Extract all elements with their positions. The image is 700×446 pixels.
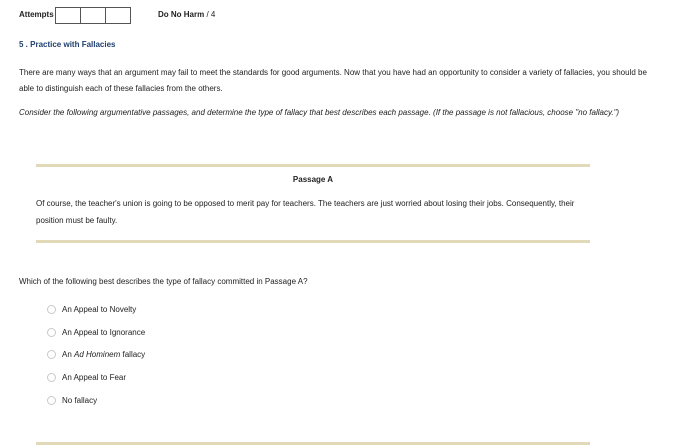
score: / 4 bbox=[204, 10, 216, 19]
divider bbox=[36, 164, 590, 167]
option-label bbox=[62, 350, 145, 359]
option-label-post: fallacy bbox=[120, 350, 146, 359]
question-title: 5 . Practice with Fallacies bbox=[19, 40, 116, 49]
radio-button[interactable] bbox=[47, 396, 56, 405]
intro-text: There are many ways that an argument may fail to meet the standards for good arguments. Now that you have had an opportunity to consider a variety of fallacies, you should be able to distinguish each of these fallacies from the others. bbox=[19, 68, 647, 93]
option-label: No fallacy bbox=[62, 396, 98, 405]
attempt-indicators bbox=[55, 7, 130, 24]
option-label: An Appeal to Novelty bbox=[62, 305, 137, 314]
attempts-label: Attempts bbox=[19, 10, 54, 19]
option-label-italic: Ad Hominem bbox=[74, 350, 121, 359]
attempt-box-1 bbox=[55, 7, 81, 24]
option-appeal-to-ignorance[interactable] bbox=[47, 328, 145, 337]
option-no-fallacy[interactable] bbox=[47, 396, 97, 405]
passage-text: Of course, the teacher's union is going to be opposed to merit pay for teachers. The teachers are just worried about losing their jobs. Consequently, their position must be faulty. bbox=[36, 199, 575, 225]
attempt-box-3 bbox=[105, 7, 131, 24]
option-label-pre: An bbox=[62, 350, 75, 359]
option-label: An Appeal to Fear bbox=[62, 373, 127, 382]
radio-button[interactable] bbox=[47, 350, 56, 359]
radio-button[interactable] bbox=[47, 328, 56, 337]
question-prompt: Which of the following best describes the type of fallacy committed in Passage A? bbox=[19, 277, 308, 286]
instructions-text: Consider the following argumentative passages, and determine the type of fallacy that best describes each passage. (If the passage is not fallacious, choose "no fallacy.") bbox=[19, 108, 620, 117]
divider bbox=[36, 442, 590, 445]
option-label: An Appeal to Ignorance bbox=[62, 328, 146, 337]
radio-button[interactable] bbox=[47, 305, 56, 314]
option-ad-hominem[interactable] bbox=[47, 350, 145, 359]
attempt-box-2 bbox=[80, 7, 106, 24]
assignment-score bbox=[158, 10, 215, 19]
option-appeal-to-novelty[interactable] bbox=[47, 305, 136, 314]
passage-title: Passage A bbox=[292, 175, 334, 184]
option-appeal-to-fear[interactable] bbox=[47, 373, 126, 382]
assignment-name: Do No Harm bbox=[158, 10, 205, 19]
divider bbox=[36, 240, 590, 243]
radio-button[interactable] bbox=[47, 373, 56, 382]
